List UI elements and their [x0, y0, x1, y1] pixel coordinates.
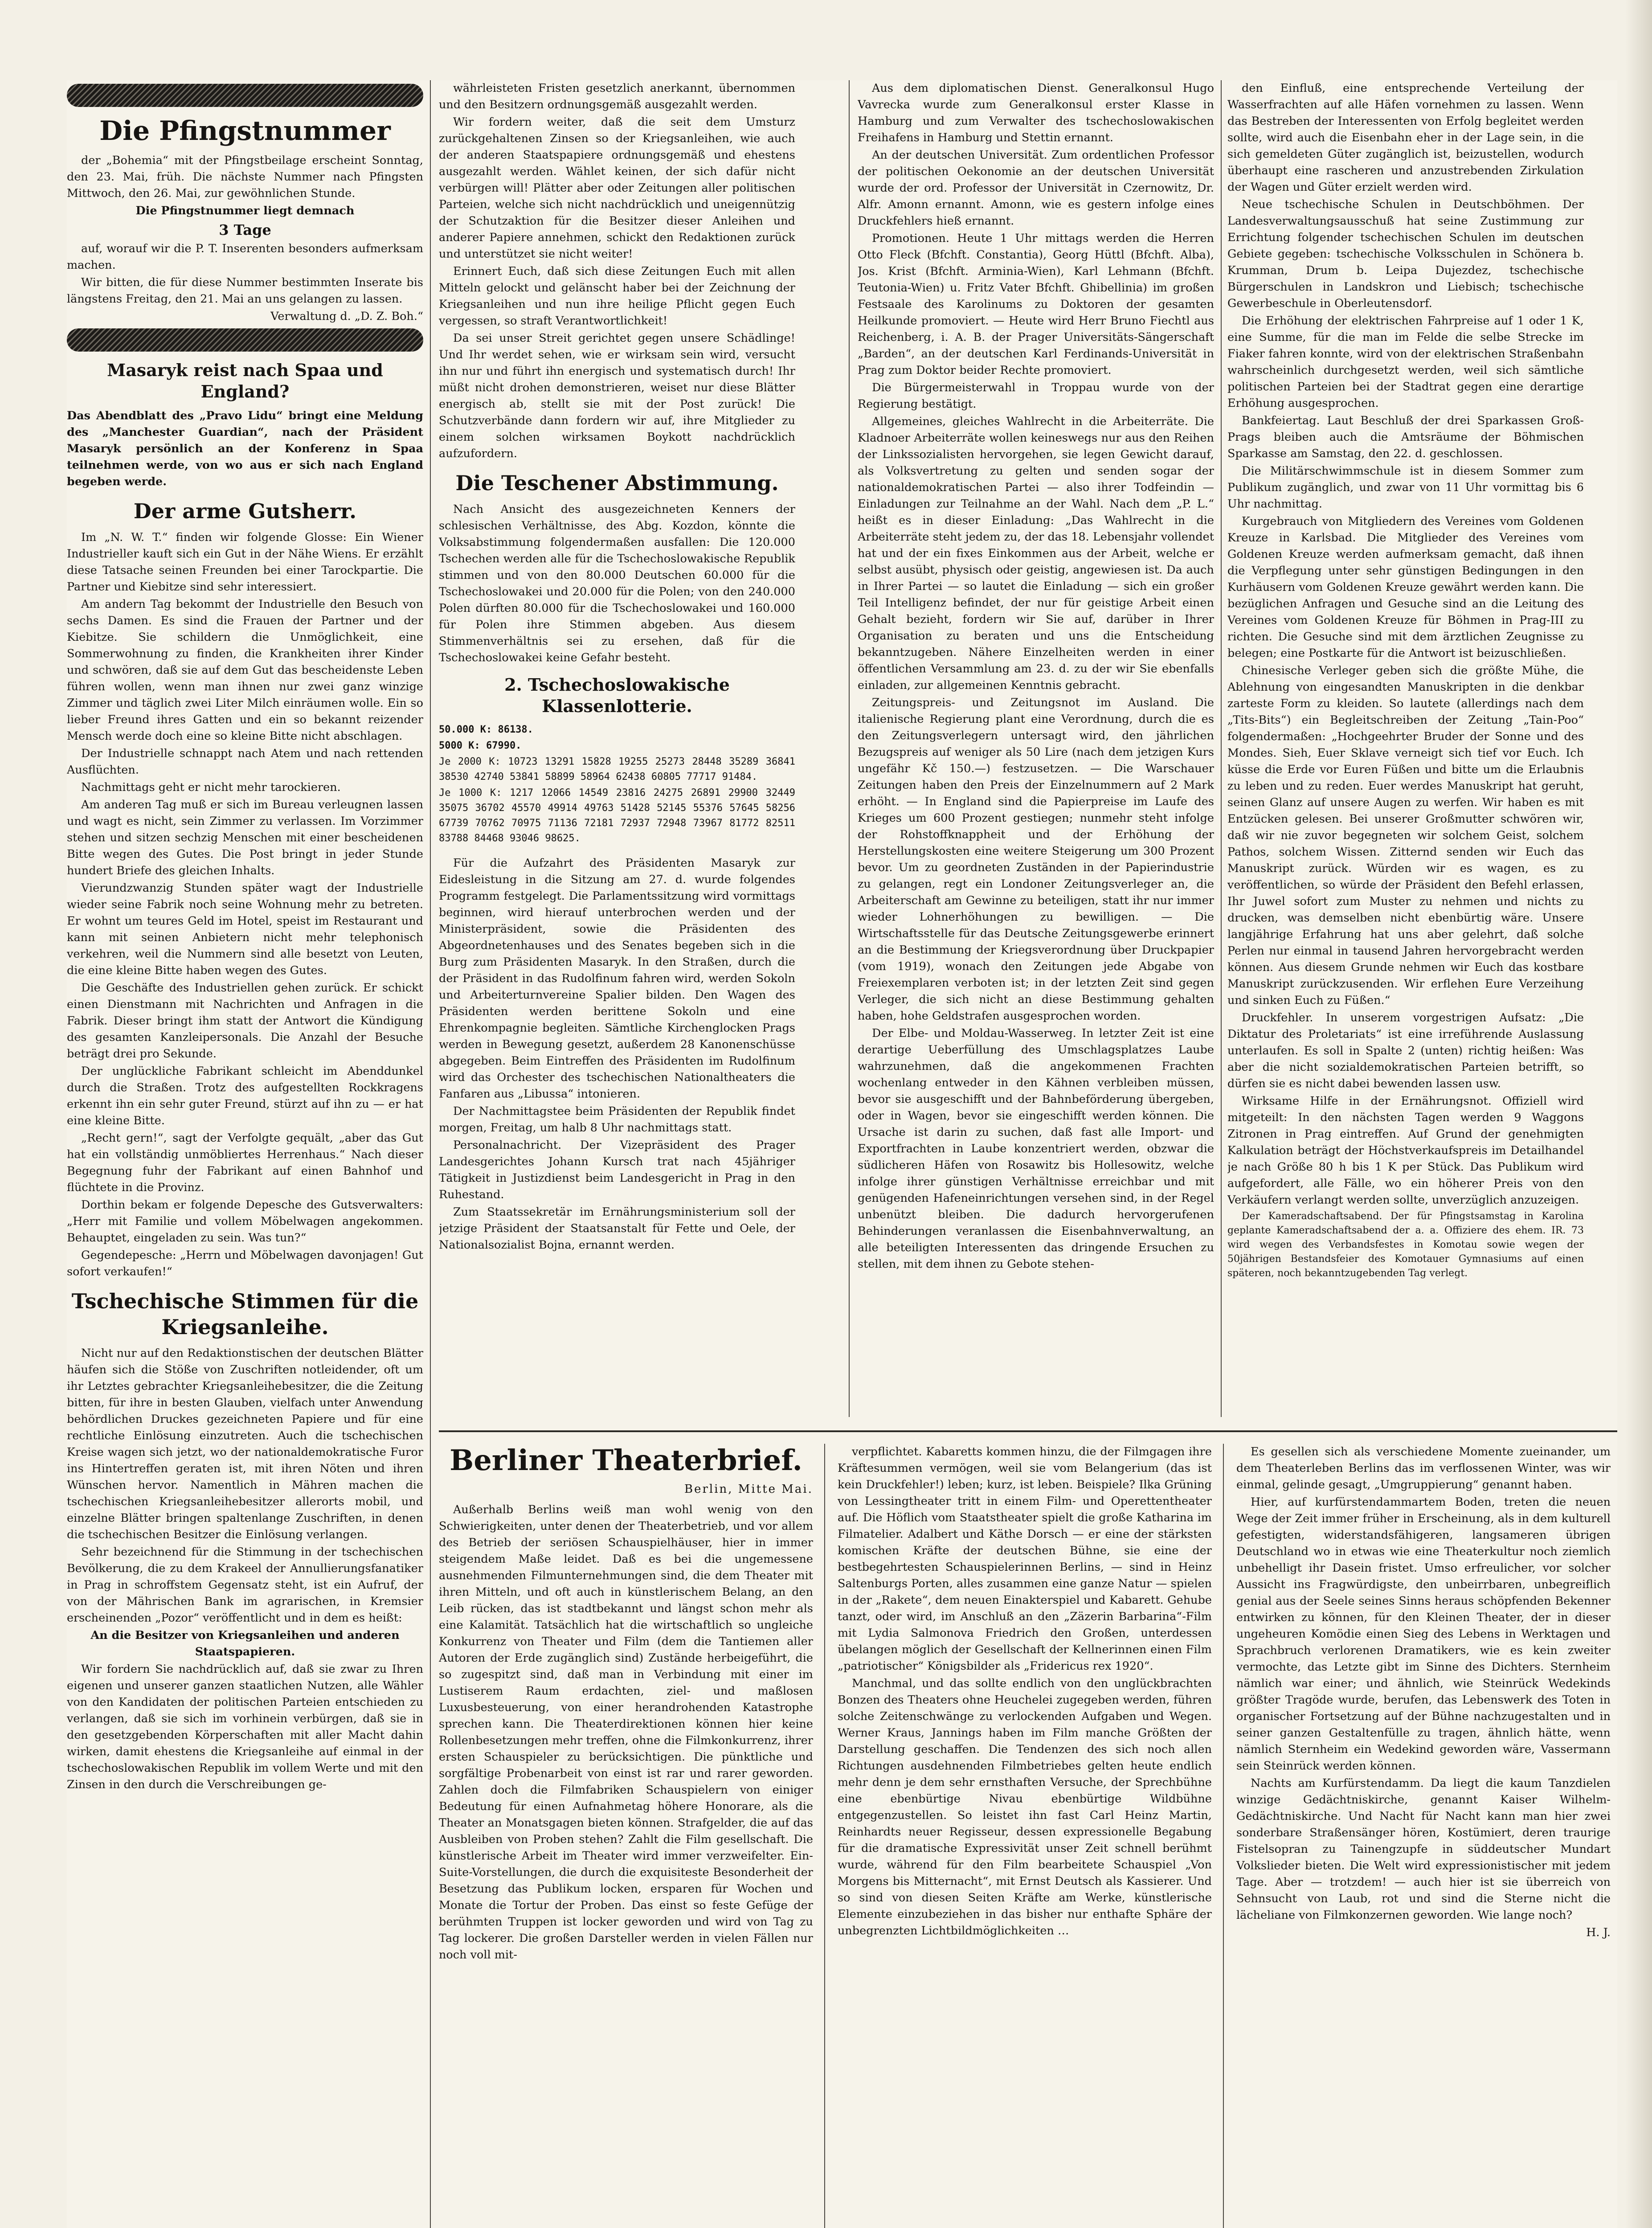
news-item: Bankfeiertag. Laut Beschluß der drei Sparkassen Groß-Prags bleiben auch die Amtsräume der Böhmischen Sparkasse am Samstag, den 22. d. geschlossen.: [1227, 414, 1584, 460]
theater-column-1: [439, 1444, 813, 2228]
lotterie-line: Je 1000 K: 1217 12066 14549 23816 24275 26891 29900 32449 35075 36702 45570 49914 49763 51428 52145 55376 57645 58256 67739 70762 70975 71136 72181 72937 72948 73967 81772 82511 83788 84468 93046 98625.: [439, 787, 795, 844]
news-item: Die Bürgermeisterwahl in Troppau wurde von der Regierung bestätigt.: [858, 381, 1214, 411]
lotterie-line: 50.000 K: 86138.: [439, 724, 533, 735]
column-rule: [824, 1444, 825, 2228]
pfingst-signature: Verwaltung d. „D. Z. Boh.“: [270, 310, 423, 323]
kriegsanleihe-continued: währleisteten Fristen gesetzlich anerkannt, übernommen und den Besitzern ordnungsgemäß ausgezahlt werden.: [439, 82, 795, 111]
theater-column-3: [1236, 1444, 1611, 2228]
gutsherr-paragraph: Dorthin bekam er folgende Depesche des Gutsverwalters: „Herr mit Familie und vollem Möbelwagen angekommen. Behauptet, eingeladen zu sein. Was tun?“: [67, 1198, 423, 1245]
feuilleton-rule: [439, 1430, 1617, 1432]
news-item: Kurgebrauch von Mitgliedern des Vereines vom Goldenen Kreuze in Karlsbad. Die Mitglieder des Vereines vom Goldenen Kreuze werden aufmerksam gemacht, daß ihnen die Verpflegung unter sehr günstigen Bedingungen in den Kurhäusern vom Goldenen Kreuze gewährt werden kann. Die bezüglichen Anfragen und Gesuche sind an die Leitung des Vereines vom Goldenen Kreuze für Böhmen in Prag-III zu richten. Die Gesuche sind mit dem ärztlichen Zeugnisse zu belegen; eine Postkarte für die Antwort ist beizuschließen.: [1227, 515, 1584, 660]
theater-paragraph: Es gesellen sich als verschiedene Momente zueinander, um dem Theaterleben Berlins das im verflossenen Winter, was wir einmal, gelinde gesagt, „Umgruppierung“ genannt haben.: [1236, 1445, 1611, 1491]
masaryk-lead: Das Abendblatt des „Pravo Lidu“ bringt eine Meldung des „Manchester Guardian“, nach der Präsident Masaryk persönlich an der Konferenz in Spaa teilnehmen werde, von wo aus er sich nach England begeben werde.: [67, 409, 423, 488]
news-item: Allgemeines, gleiches Wahlrecht in die Arbeiterräte. Die Kladnoer Arbeiterräte wollen keineswegs nur aus den Reihen der Linkssozialisten hervorgehen, sie legen Gewicht darauf, als Volksvertretung zu gelten und senden sogar der nationaldemokratischen Partei — also ihrer Todfeindin — Einladungen zur Teilnahme an der Wahl. Nach dem „P. L.“ heißt es in dieser Einladung: „Das Wahlrecht in die Arbeiterräte steht jedem zu, der das 18. Lebensjahr vollendet hat und der ein fixes Einkommen aus der Arbeit, welche er selbst ausübt, physisch oder geistig, angewiesen ist. Da auch in Ihrer Partei — so lautet die Einladung — sich ein großer Teil Intelligenz befindet, der nur für geistige Arbeit einen Gehalt bezieht, fordern wir Sie auf, darüber in Ihrer Organisation zu beraten und uns die Entscheidung bekanntzugeben. Nähere Einzelheiten werden in einer öffentlichen Versammlung am 23. d. zu der wir Sie ebenfalls einladen, zur allgemeinen Kenntnis gebracht.: [858, 415, 1214, 692]
theater-title: Berliner Theaterbrief.: [450, 1444, 802, 1477]
column-rule: [1223, 1444, 1224, 2228]
news-item: Promotionen. Heute 1 Uhr mittags werden die Herren Otto Fleck (Bfchft. Constantia), Georg Hüttl (Bfchft. Alba), Jos. Krist (Bfchft. Arminia-Wien), Karl Lehmann (Bfchft. Teutonia-Wien) u. Fritz Vater Bfchft. Ghibellinia) im großen Festsaale des Karolinums zu Doktoren der gesamten Heilkunde promoviert. — Heute wird Herr Bruno Fiechtl aus Reichenberg, i. A. B. der Prager Universitäts-Sängerschaft „Barden“, an der deutschen Karl Ferdinands-Universität in Prag zum Doktor beider Rechte promoviert.: [858, 232, 1214, 377]
news-item: Wirksame Hilfe in der Ernährungsnot. Offiziell wird mitgeteilt: In den nächsten Tagen werden 9 Waggons Zitronen in Prag eintreffen. Auf Grund der genehmigten Kalkulation beträgt der Höchstverkaufspreis im Detailhandel je nach Größe 80 h bis 1 K per Stück. Das Publikum wird aufgefordert, alle Fälle, wo ein höherer Preis von den Verkäufern verlangt werden sollte, unverzüglich anzuzeigen.: [1227, 1094, 1584, 1207]
ornament-band-top: [67, 84, 423, 107]
kriegsanleihe-title: Tschechische Stimmen für die Kriegsanleihe.: [71, 1289, 419, 1339]
news-item-small: Der Kameradschaftsabend. Der für Pfingstsamstag in Karolina geplante Kameradschaftsabend der a. a. Offiziere des ehem. IR. 73 wird wegen des Verbandsfestes in Komotau sowie wegen der 50jährigen Bestandsfeier des Komotauer Gymnasiums auf einen späteren, noch bekanntzugebenden Tag verlegt.: [1227, 1211, 1584, 1279]
column-2: [439, 80, 795, 1417]
gutsherr-paragraph: Die Geschäfte des Industriellen gehen zurück. Er schickt einen Dienstmann mit Nachrichten und Anfragen in die Fabrik. Dieser bringt ihm statt der Antwort die Kündigung des gesamten Kanzleipersonals. Die Anzahl der Besuche beträgt drei pro Sekunde.: [67, 981, 423, 1061]
pfingst-paragraph: Die Pfingstnummer liegt demnach: [135, 204, 355, 217]
page-edge-shadow: [1625, 0, 1652, 2228]
theater-column-2: [838, 1444, 1212, 2228]
pfingst-title: Die Pfingstnummer: [99, 115, 391, 147]
theater-dateline: Berlin, Mitte Mai.: [684, 1483, 813, 1496]
pfingst-paragraph: Wir bitten, die für diese Nummer bestimmten Inserate bis längstens Freitag, den 21. Mai an uns gelangen zu lassen.: [67, 276, 423, 306]
theater-paragraph: verpflichtet. Kabaretts kommen hinzu, die der Filmgagen ihre Kräftesummen vermögen, weil sie vom Belangerium (das ist kein Druckfehler!) leben; kurz, ist leben. Beispiele? Ilka Grüning von Lessingtheater tritt in einem Film- und Operettentheater auf. Die Höflich vom Staatstheater spielt die große Katharina im Filmatelier. Adalbert und Käthe Dorsch — er eine der stärksten komischen Kräfte der deutschen Bühne, sie eine der bestbegehrtesten Schauspielerinnen Berlins, — sind in Heinz Saltenburgs Porten, alles zusammen eine ganze Natur — spielen in der „Rakete“, dem neuen Einakterspiel und Kabarett. Gehube tanzt, oder wird, im Anschluß an den „Zäzerin Barbarina“-Film mit Lydia Salmonova Friedrich den Großen, unterdessen übelangen möglich der Gesellschaft der Kellnerinnen einen Film „patriotischer“ Königsbilder als „Fridericus rex 1920“.: [838, 1445, 1212, 1673]
theater-signature: H. J.: [1586, 1926, 1611, 1939]
kriegsanleihe-continued: Wir fordern weiter, daß die seit dem Umsturz zurückgehaltenen Zinsen so der Kriegsanleihen, wie auch der anderen Staatspapiere ordnungsgemäß und ehestens ausgezahlt werden. Wählet keinen, der sich dafür nicht verbürgen will! Plätter aber oder Zeitungen aller politischen Parteien, welche sich nicht nachdrücklich und uneigennützig der Schutzaktion für die Besitzer dieser Anleihen und anderer Papiere annehmen, schickt den Redaktionen zurück und unterstützet sie nicht weiter!: [439, 115, 795, 261]
news-item: den Einfluß, eine entsprechende Verteilung der Wasserfrachten auf alle Häfen vornehmen zu lassen. Wenn das Bestreben der Interessenten von Erfolg begleitet werden sollte, wird auch die Eisenbahn eher in der Lage sein, in die sich gemeldeten Güter zugänglich ist, beizustellen, wodurch überhaupt eine rascheren und anzustrebenden Zirkulation der Wagen und Güter erzielt werden wird.: [1227, 82, 1584, 194]
gutsherr-paragraph: Der unglückliche Fabrikant schleicht im Abenddunkel durch die Straßen. Trotz des aufgestellten Rockkragens erkennt ihn ein sehr guter Freund, stürzt auf ihn zu — er hat eine kleine Bitte.: [67, 1065, 423, 1127]
gutsherr-paragraph: Nachmittags geht er nicht mehr tarockieren.: [81, 781, 341, 794]
theater-paragraph: Hier, auf kurfürstendammartem Boden, treten die neuen Wege der Zeit immer früher in Erscheinung, als in dem kulturell gefestigten, widerstandsfähigeren, langsameren übrigen Deutschland wo in etwas wie eine Theaterkultur noch ziemlich unbehelligt ihr Dasein fristet. Umso erfreulicher, vor solcher Aussicht ins Fragwürdigste, den unbeirrbaren, unbegreiflich genial aus der Seele seines Sinns heraus schöpfenden Bekenner entwirken zu können, für den Kleinen Theater, der in dieser ungeheuren Komödie einen Sieg des Lebens in Werktagen und Sprachbruch verlorenen Dramatikers, wie es kein zweiter vermochte, das Letzte gibt im Sinne des Dichters. Sternheim nämlich war einer; und ähnlich, wie Steinrück Wedekinds größter Tragöde wurde, berufen, das Lebenswerk des Toten in organischer Fortsetzung auf der Bühne nachzugestalten und in seiner ganzen Gestaltenfülle zu tragen, ähnlich hätte, wenn nämlich Sternheim ein Wedekind geworden wäre, Vassermann sein Steinrück werden können.: [1236, 1495, 1611, 1773]
kriegsanleihe-paragraph: Wir fordern Sie nachdrücklich auf, daß sie zwar zu Ihren eigenen und unserer ganzen staatlichen Nutzen, alle Wähler von den Kandidaten der politischen Parteien entschieden zu verlangen, daß sie sich im vorhinein verbürgen, daß sie in den gesetzgebenden Körperschaften mit aller Macht dahin wirken, damit ehestens die Kriegsanleihe auf einmal in der tschechoslowakischen Republik im vollem Werte und mit den Zinsen in den durch die Verschreibungen ge-: [67, 1663, 423, 1791]
pfingst-paragraph: 3 Tage: [219, 221, 271, 238]
gutsherr-paragraph: Im „N. W. T.“ finden wir folgende Glosse: Ein Wiener Industrieller kauft sich ein Gut in der Nähe Wiens. Er erzählt diese Tatsache seinen Freunden bei einer Tarockpartie. Die Partner und Kiebitze sind sehr interessiert.: [67, 531, 423, 594]
column-3: [858, 80, 1214, 1417]
kriegsanleihe-continued: Da sei unser Streit gerichtet gegen unsere Schädlinge! Und Ihr werdet sehen, wie er wirksam sein wird, versucht ihn nur und führt ihn energisch und systematisch durch! Ihr müßt nicht drohen demonstrieren, weiset nur diese Blätter energisch ab, stellt sie mit der Post zurück! Die Schutzverbände dann fordern wir auf, ihre Mitglieder zu einem solchen wirksamen Boykott nachdrücklich aufzufordern.: [439, 332, 795, 460]
gutsherr-paragraph: „Recht gern!“, sagt der Verfolgte gequält, „aber das Gut hat ein vollständig unmöbliertes Herrenhaus.“ Nach dieser Begegnung fuhr der Fabrikant auf einen Bahnhof und flüchtete in die Provinz.: [67, 1131, 423, 1194]
kriegsanleihe-paragraph: Sehr bezeichnend für die Stimmung in der tschechischen Bevölkerung, die zu dem Krakeel der Annullierungsfanatiker in Prag in schroffstem Gegensatz steht, ist ein Aufruf, der von der Mährischen Bank im agrarischen, in Kremsier erscheinenden „Pozor“ veröffentlicht und in dem es heißt:: [67, 1545, 423, 1625]
news-item: Die Erhöhung der elektrischen Fahrpreise auf 1 oder 1 K, eine Summe, für die man im Felde die selbe Strecke im Fiaker fahren konnte, wird von der elektrischen Straßenbahn wahrscheinlich durchgesetzt werden, weil sich sämtliche politischen Parteien bei der Stadtrat gegen eine derartige Erhöhung ausgesprochen.: [1227, 314, 1584, 410]
news-item: Neue tschechische Schulen in Deutschböhmen. Der Landesverwaltungsausschuß hat seine Zustimmung zur Errichtung folgender tschechischen Schulen im deutschen Gebiete gegeben: tschechische Volksschulen in Schönera b. Krumman, Drum b. Leipa Dujezdez, tschechische Bürgerschulen in Landskron und Liebisch; tschechische Gewerbeschule in Oberleutensdorf.: [1227, 198, 1584, 310]
column-rule: [1221, 80, 1222, 1417]
kriegsanleihe-continued: Erinnert Euch, daß sich diese Zeitungen Euch mit allen Mitteln gelockt und gelänscht haber bei der Zeichnung der Kriegsanleihen und nun ihre heilige Pflicht gegen Euch vergessen, so straft Verantwortlichkeit!: [439, 265, 795, 328]
teschen-title: Die Teschener Abstimmung.: [455, 471, 779, 495]
gutsherr-paragraph: Am anderen Tag muß er sich im Bureau verleugnen lassen und wagt es nicht, sein Zimmer zu verlassen. Im Vorzimmer stehen und sitzen sechzig Menschen mit einer bescheidenen Bitte wegen des Gutes. Die Post bringt in jeder Stunde hundert Briefe des gleichen Inhalts.: [67, 798, 423, 877]
lotterie-line: Je 2000 K: 10723 13291 15828 19255 25273 28448 35289 36841 38530 42740 53841 58899 58964 62438 60805 77717 91484.: [439, 756, 795, 782]
column-rule: [430, 80, 431, 2228]
lotterie-title: 2. Tschechoslowakische Klassenlotterie.: [504, 675, 730, 716]
news-item: An der deutschen Universität. Zum ordentlichen Professor der politischen Oekonomie an der deutschen Universität wurde der ord. Professor der Universität in Czernowitz, Dr. Alfr. Amonn ernannt. Amonn, wie es gestern infolge eines Druckfehlers hieß ernannt.: [858, 148, 1214, 228]
column-4: [1227, 80, 1584, 1417]
gutsherr-title: Der arme Gutsherr.: [133, 499, 357, 523]
masaryk-eid-paragraph: Für die Aufzahrt des Präsidenten Masaryk zur Eidesleistung in die Sitzung am 27. d. wurde folgendes Programm festgelegt. Die Parlamentssitzung wird vormittags beginnen, wird hierauf unterbrochen werden und der Ministerpräsident, sowie die Präsidenten des Abgeordnetenhauses und des Senates begeben sich in die Burg zum Präsidenten Masaryk. In den Straßen, durch die der Präsident in das Rudolfinum fahren wird, werden Sokoln und Arbeiterturnvereine Spalier bilden. Den Wagen des Präsidenten werden berittene Sokoln und eine Ehrenkompagnie begleiten. Sämtliche Kirchenglocken Prags werden in Bewegung gesetzt, außerdem 28 Kanonenschüsse abgegeben. Beim Eintreffen des Präsidenten im Rudolfinum wird das Orchester des tschechischen Nationaltheaters die Fanfaren aus „Libussa“ intonieren.: [439, 856, 795, 1101]
news-item: Zum Staatssekretär im Ernährungsministerium soll der jetzige Präsident der Staatsanstalt für Fette und Oele, der Nationalsozialist Bojna, ernannt werden.: [439, 1205, 795, 1252]
news-item: Personalnachricht. Der Vizepräsident des Prager Landesgerichtes Johann Kursch trat nach 45jähriger Tätigkeit in Justizdienst beim Landesgericht in Prag in den Ruhestand.: [439, 1139, 795, 1201]
theater-paragraph: Manchmal, und das sollte endlich von den unglückbrachten Bonzen des Theaters ohne Heuchelei zugegeben werden, führen solche Zeitenschwänge zu verlockenden Aufgaben und Wegen. Werner Kraus, Jannings haben im Film manche Größten der Darstellung geschaffen. Die Tendenzen des sich noch allen Richtungen ausdehnenden Filmbetriebes gelten heute endlich mehr denn je dem sehr ernsthaften Versuche, der Sprechbühne eine ebenbürtige Nivau ebenbürtige Wildbühne entgegenzustellen. So leistet ihn fast Carl Heinz Martin, Reinhardts neuer Regisseur, dessen expressionelle Begabung für die dramatische Expressivität unser Zeit schnell berühmt wurde, während für den Film bearbeitete Schauspiel „Von Morgens bis Mitternacht“, mit Ernst Deutsch als Kassierer. Und so sind von diesen Seiten Kräfte am Werke, künstlerische Elemente einzubeziehen in das bisher nur enthafte Sphäre der unbegrenzten Lichtbildmöglichkeiten …: [838, 1677, 1212, 1937]
newspaper-page: [67, 80, 1617, 2228]
news-item: Die Militärschwimmschule ist in diesem Sommer zum Publikum zugänglich, und zwar von 11 Uhr vormittag bis 6 Uhr nachmittag.: [1227, 464, 1584, 511]
masaryk-title: Masaryk reist nach Spaa und England?: [107, 360, 383, 401]
gutsherr-paragraph: Gegendepesche: „Herrn und Möbelwagen davonjagen! Gut sofort verkaufen!“: [67, 1249, 423, 1278]
pfingst-paragraph: auf, worauf wir die P. T. Inserenten besonders aufmerksam machen.: [67, 242, 423, 272]
theater-letter: [439, 1444, 1617, 2228]
news-item: Der Nachmittagstee beim Präsidenten der Republik findet morgen, Freitag, um halb 8 Uhr nachmittags statt.: [439, 1105, 795, 1134]
gutsherr-paragraph: Am andern Tag bekommt der Industrielle den Besuch von sechs Damen. Es sind die Frauen der Partner und der Kiebitze. Sie schildern die Unmöglichkeit, eine Sommerwohnung zu finden, die Krankheiten ihrer Kinder und schwören, daß sie auf dem Gut das bescheidenste Leben führen wollen, wenn man ihnen nur zwei ganz winzige Zimmer und täglich zwei Liter Milch einräumen wolle. Ein so lieber Freund ihres Gatten und ein so bekannt reizender Mensch werde doch eine so kleine Bitte nicht abschlagen.: [67, 598, 423, 743]
news-item: Druckfehler. In unserem vorgestrigen Aufsatz: „Die Diktatur des Proletariats“ ist eine irreführende Auslassung unterlaufen. Es soll in Spalte 2 (unten) richtig heißen: Was aber die nicht sozialdemokratischen Parteien betrifft, so dürfen sie es nicht dabei bewenden lassen usw.: [1227, 1011, 1584, 1090]
theater-paragraph: Außerhalb Berlins weiß man wohl wenig von den Schwierigkeiten, unter denen der Theaterbetrieb, und vor allem des Betrieb der seriösen Schauspielhäuser, hier in immer steigendem Maße leidet. Daß es bei die ungemessene ausnehmenden Filmunternehmungen sind, die dem Theater mit ihren Mitteln, und oft auch in künstlerischem Belang, an den Leib rücken, das ist stadtbekannt und längst schon mehr als eine Kalamität. Tatsächlich hat die wirtschaftlich so ungleiche Konkurrenz von Theater und Film (dem die Tantiemen aller Autoren der Erde zugänglich sind) Zustände herbeigeführt, die so zugespitzt sind, daß man in Verbindung mit einer im Lustiserem Raum erdachten, ziel- und maßlosen Luxusbesteuerung, von einer herandrohenden Katastrophe sprechen kann. Die Theaterdirektionen können hier keine Rollenbesetzungen mehr treffen, ohne die Filmkonkurrenz, ihrer ersten Schauspieler zu berücksichtigen. Die pünktliche und sorgfältige Probenarbeit von einst ist rar und rarer geworden. Zahlen doch die Filmfabriken Schauspielern von einiger Bedeutung für einen Aufnahmetag höhere Honorare, als die Theater an Monatsgagen bieten können. Strafgelder, die auf das Ausbleiben von Proben stehen? Zahlt die Film gesellschaft. Die künstlerische Arbeit im Theater wird immer verzweifelter. Ein-Suite-Vorstellungen, die durch die exquisiteste Besonderheit der Besetzung das Publikum locken, ersparen für Wochen und Monate die Tortur der Proben. Das einst so feste Gefüge der berühmten Truppen ist locker geworden und wird von Tag zu Tag lockerer. Die großen Darsteller werden in vielen Fällen nur noch voll mit-: [439, 1503, 813, 1962]
lotterie-line: 5000 K: 67990.: [439, 740, 522, 751]
kriegsanleihe-paragraph: Nicht nur auf den Redaktionstischen der deutschen Blätter häufen sich die Stöße von Zuschriften notleidender, oft um ihr Letztes gebrachter Kriegsanleihebesitzer, die die Zeitung bitten, für ihre in besten Glauben, vielfach unter Anwendung behördlichen Druckes gezeichneten Papiere und für eine rechtliche Einlösung einzutreten. Auch die tschechischen Kreise wagen sich jetzt, wo der nationaldemokratische Furor ins Hintertreffen geraten ist, mit ihren Nöten und ihren Wünschen hervor. Namentlich in Mähren machen die tschechischen Kriegsanleihebesitzer allerorts mobil, und einzelne Blätter bringen spaltenlange Zuschriften, in denen die tschechischen Besitzer die Einlösung verlangen.: [67, 1347, 423, 1541]
gutsherr-paragraph: Der Industrielle schnappt nach Atem und nach rettenden Ausflüchten.: [67, 747, 423, 777]
theater-paragraph: Nachts am Kurfürstendamm. Da liegt die kaum Tanzdielen winzige Gedächtniskirche, genannt Kaiser Wilhelm-Gedächtniskirche. Und Nacht für Nacht kann man hier zwei sonderbare Straßensänger hören, Kostümiert, deren traurige Fistelsopran zu Tainengzupfe in süddeutscher Mundart Volkslieder bieten. Die Welt wird expressionistischer mit jedem Tage. Aber — trotzdem! — auch hier ist sie überreich von Sehnsucht von Laub, rot und sind die Sterne nicht die lächeliane von Filmkonzernen geworden. Wie lange noch?: [1236, 1777, 1611, 1922]
ornament-band-bottom: [67, 328, 423, 352]
news-item: Der Elbe- und Moldau-Wasserweg. In letzter Zeit ist eine derartige Ueberfüllung des Umschlagsplatzes Laube wahrzunehmen, daß die angekommenen Frachten wochenlang entweder in den Kähnen verbleiben müssen, bevor sie ausgeschifft und der Bahnbeförderung übergeben, oder in Wagen, bevor sie eingeschifft werden können. Die Ursache ist darin zu suchen, daß fast alle Import- und Exportfrachten in Laube konzentriert werden, obzwar die südlicheren Häfen von Rosawitz bis Hollesowitz, welche infolge ihrer günstigen Verhältnisse erreichbar und mit genügenden Hafeneinrichtungen versehen sind, in der Regel unbenützt bleiben. Die dadurch hervorgerufenen Behinderungen veranlassen die Eisenbahnverwaltung, an alle beteiligten Interessenten das dringende Ersuchen zu stellen, mit dem ihnen zu Gebote stehen-: [858, 1027, 1214, 1271]
news-item: Aus dem diplomatischen Dienst. Generalkonsul Hugo Vavrecka wurde zum Generalkonsul erster Klasse in Hamburg und zum Verwalter des tschechoslowakischen Freihafens in Hamburg und Stettin ernannt.: [858, 82, 1214, 144]
column-1: [67, 80, 423, 2228]
teschen-paragraph: Nach Ansicht des ausgezeichneten Kenners der schlesischen Verhältnisse, des Abg. Kozdon, könnte die Volksabstimmung folgendermaßen ausfallen: Die 120.000 Tschechen werden alle für die Tschechoslowakische Republik stimmen und von den 80.000 Deutschen 60.000 für die Tschechoslowakei und 20.000 für die Polen; von den 240.000 Polen dürften 80.000 für die Tschechoslowakei und 160.000 für Polen ihre Stimmen abgeben. Aus diesem Stimmenverhältnis sei zu ersehen, daß für die Tschechoslowakei keine Gefahr besteht.: [439, 503, 795, 664]
pfingst-paragraph: der „Bohemia“ mit der Pfingstbeilage erscheint Sonntag, den 23. Mai, früh. Die nächste Nummer nach Pfingsten Mittwoch, den 26. Mai, zur gewöhnlichen Stunde.: [67, 154, 423, 200]
news-item: Chinesische Verleger geben sich die größte Mühe, die Ablehnung von eingesandten Manuskripten in die denkbar zarteste Form zu kleiden. So lautete (allerdings nach dem „Tits-Bits“) ein Begleitschreiben der Zeitung „Tain-Poo“ folgendermaßen: „Hochgeehrter Bruder der Sonne und des Mondes. Sieh, Euer Sklave verneigt sich tief vor Euch. Ich küsse die Erde vor Euren Füßen und bitte um die Erlaubnis zu leben und zu reden. Euer werdes Manuskript hat geruht, seinen Glanz auf unsere Augen zu werfen. Wir haben es mit Entzücken gelesen. Bei unserer Großmutter schwören wir, daß wir nie zuvor begegneten wir solchem Geist, solchem Pathos, solchem Wissen. Zitternd senden wir Euch das Manuskript zurück. Würden wir es wagen, es zu veröffentlichen, so würde der Präsident den Befehl erlassen, Ihr Juwel sofort zum Muster zu nehmen und nichts zu drucken, was demselben nicht ebenbürtig wäre. Unsere langjährige Erfahrung hat uns aber gelehrt, daß solche Perlen nur einmal in tausend Jahren hervorgebracht werden können. Aus diesem Grunde nehmen wir Euch das kostbare Manuskript zurückzusenden. Wir erflehen Eure Verzeihung und sinken Euch zu Füßen.“: [1227, 664, 1584, 1007]
gutsherr-paragraph: Vierundzwanzig Stunden später wagt der Industrielle wieder seine Fabrik noch seine Wohnung mehr zu betreten. Er wohnt um teures Geld im Hotel, speist im Restaurant und kann mit seinen Anbietern nicht mehr telephonisch verkehren, weil die Nummern sind alle besetzt von Leuten, die eine kleine Bitte haben wegen des Gutes.: [67, 881, 423, 977]
kriegsanleihe-subhead: An die Besitzer von Kriegsanleihen und anderen Staatspapieren.: [90, 1629, 400, 1659]
column-rule: [849, 80, 850, 1417]
news-item: Zeitungspreis- und Zeitungsnot im Ausland. Die italienische Regierung plant eine Verordnung, durch die es den Zeitungsverlegern untersagt wird, den jährlichen Bezugspreis auf weniger als 50 Lire (nach dem jetzigen Kurs ungefähr Kč 150.—) festzusetzen. — Die Warschauer Zeitungen haben den Preis der Einzelnummern auf 2 Mark erhöht. — In England sind die Papierpreise im Laufe des Krieges um 600 Prozent gestiegen; nunmehr steht infolge der Rohstoffknappheit und der Erhöhung der Herstellungskosten eine weitere Steigerung um 300 Prozent bevor. Um zu geordneten Zuständen in der Papierindustrie zu gelangen, regt ein Londoner Zeitungsverleger an, die Arbeiterschaft am Gewinne zu beteiligen, statt ihr nur immer wieder Lohnerhöhungen zu bewilligen. — Die Wirtschaftsstelle für das Deutsche Zeitungsgewerbe erinnert an die Bestimmung der Kriegsverordnung über Druckpapier (vom 1919), wonach den Zeitungen jede Abgabe von Freiexemplaren verboten ist; in der letzten Zeit sind gegen Verleger, die sich nicht an diese Bestimmung gehalten haben, hohe Geldstrafen ausgesprochen worden.: [858, 696, 1214, 1023]
